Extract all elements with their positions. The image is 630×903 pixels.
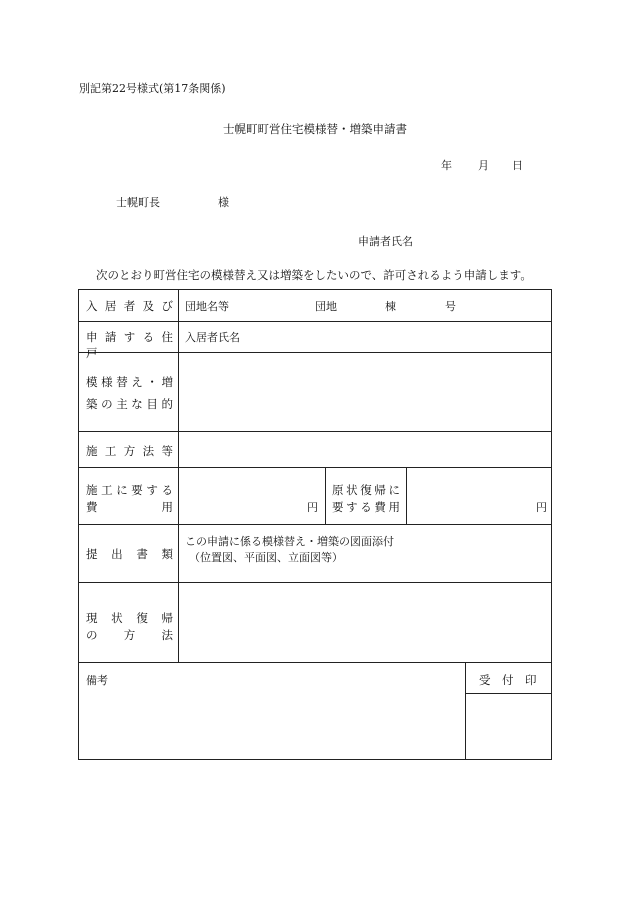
purpose-label-line2: 築の主な目的 <box>86 397 173 411</box>
remarks-label: 備考 <box>86 674 108 687</box>
residence-label-line1: 入 居 者 及 び <box>86 299 173 313</box>
method-label: 施 工 方 法 等 <box>86 444 173 458</box>
reception-stamp-label: 受 付 印 <box>479 673 537 687</box>
purpose-label-line1: 模様替え・増 <box>86 375 173 389</box>
date-year-label: 年 <box>441 159 452 172</box>
form-number: 別記第22号様式(第17条関係) <box>79 82 226 95</box>
restore-method-label-line2: の 方 法 <box>86 628 173 642</box>
resident-name-label: 入居者氏名 <box>185 331 240 344</box>
restore-cost-label-line2: 要する費用 <box>332 500 400 514</box>
restore-cost-label-line1: 原状復帰に <box>332 483 400 497</box>
application-table <box>78 289 552 760</box>
intro-text: 次のとおり町営住宅の模様替え又は増築をしたいので、許可されるよう申請します。 <box>96 268 532 282</box>
complex-name-label: 団地名等 <box>185 300 229 313</box>
addressee-suffix: 様 <box>218 196 229 209</box>
document-title: 士幌町町営住宅模様替・増築申請書 <box>223 122 407 136</box>
date-month-label: 月 <box>478 159 489 172</box>
restore-method-label-line1: 現 状 復 帰 <box>86 611 173 625</box>
cost-label-line1: 施工に要する <box>86 483 173 497</box>
building-unit-label: 棟 <box>385 300 396 313</box>
restore-cost-yen-unit: 円 <box>536 501 547 514</box>
documents-text-line1: この申請に係る模様替え・増築の図面添付 <box>185 535 394 548</box>
applicant-name-label: 申請者氏名 <box>358 235 413 248</box>
cost-yen-unit: 円 <box>307 501 318 514</box>
residence-label-line2: 申 請 す る 住 戸 <box>86 330 173 360</box>
complex-unit-label: 団地 <box>315 300 337 313</box>
documents-text-line2: （位置図、平面図、立面図等） <box>189 551 343 564</box>
cost-label-line2: 費 用 <box>86 500 173 514</box>
date-day-label: 日 <box>512 159 523 172</box>
documents-label: 提 出 書 類 <box>86 547 173 561</box>
number-unit-label: 号 <box>445 300 456 313</box>
addressee-mayor: 士幌町長 <box>116 196 160 209</box>
